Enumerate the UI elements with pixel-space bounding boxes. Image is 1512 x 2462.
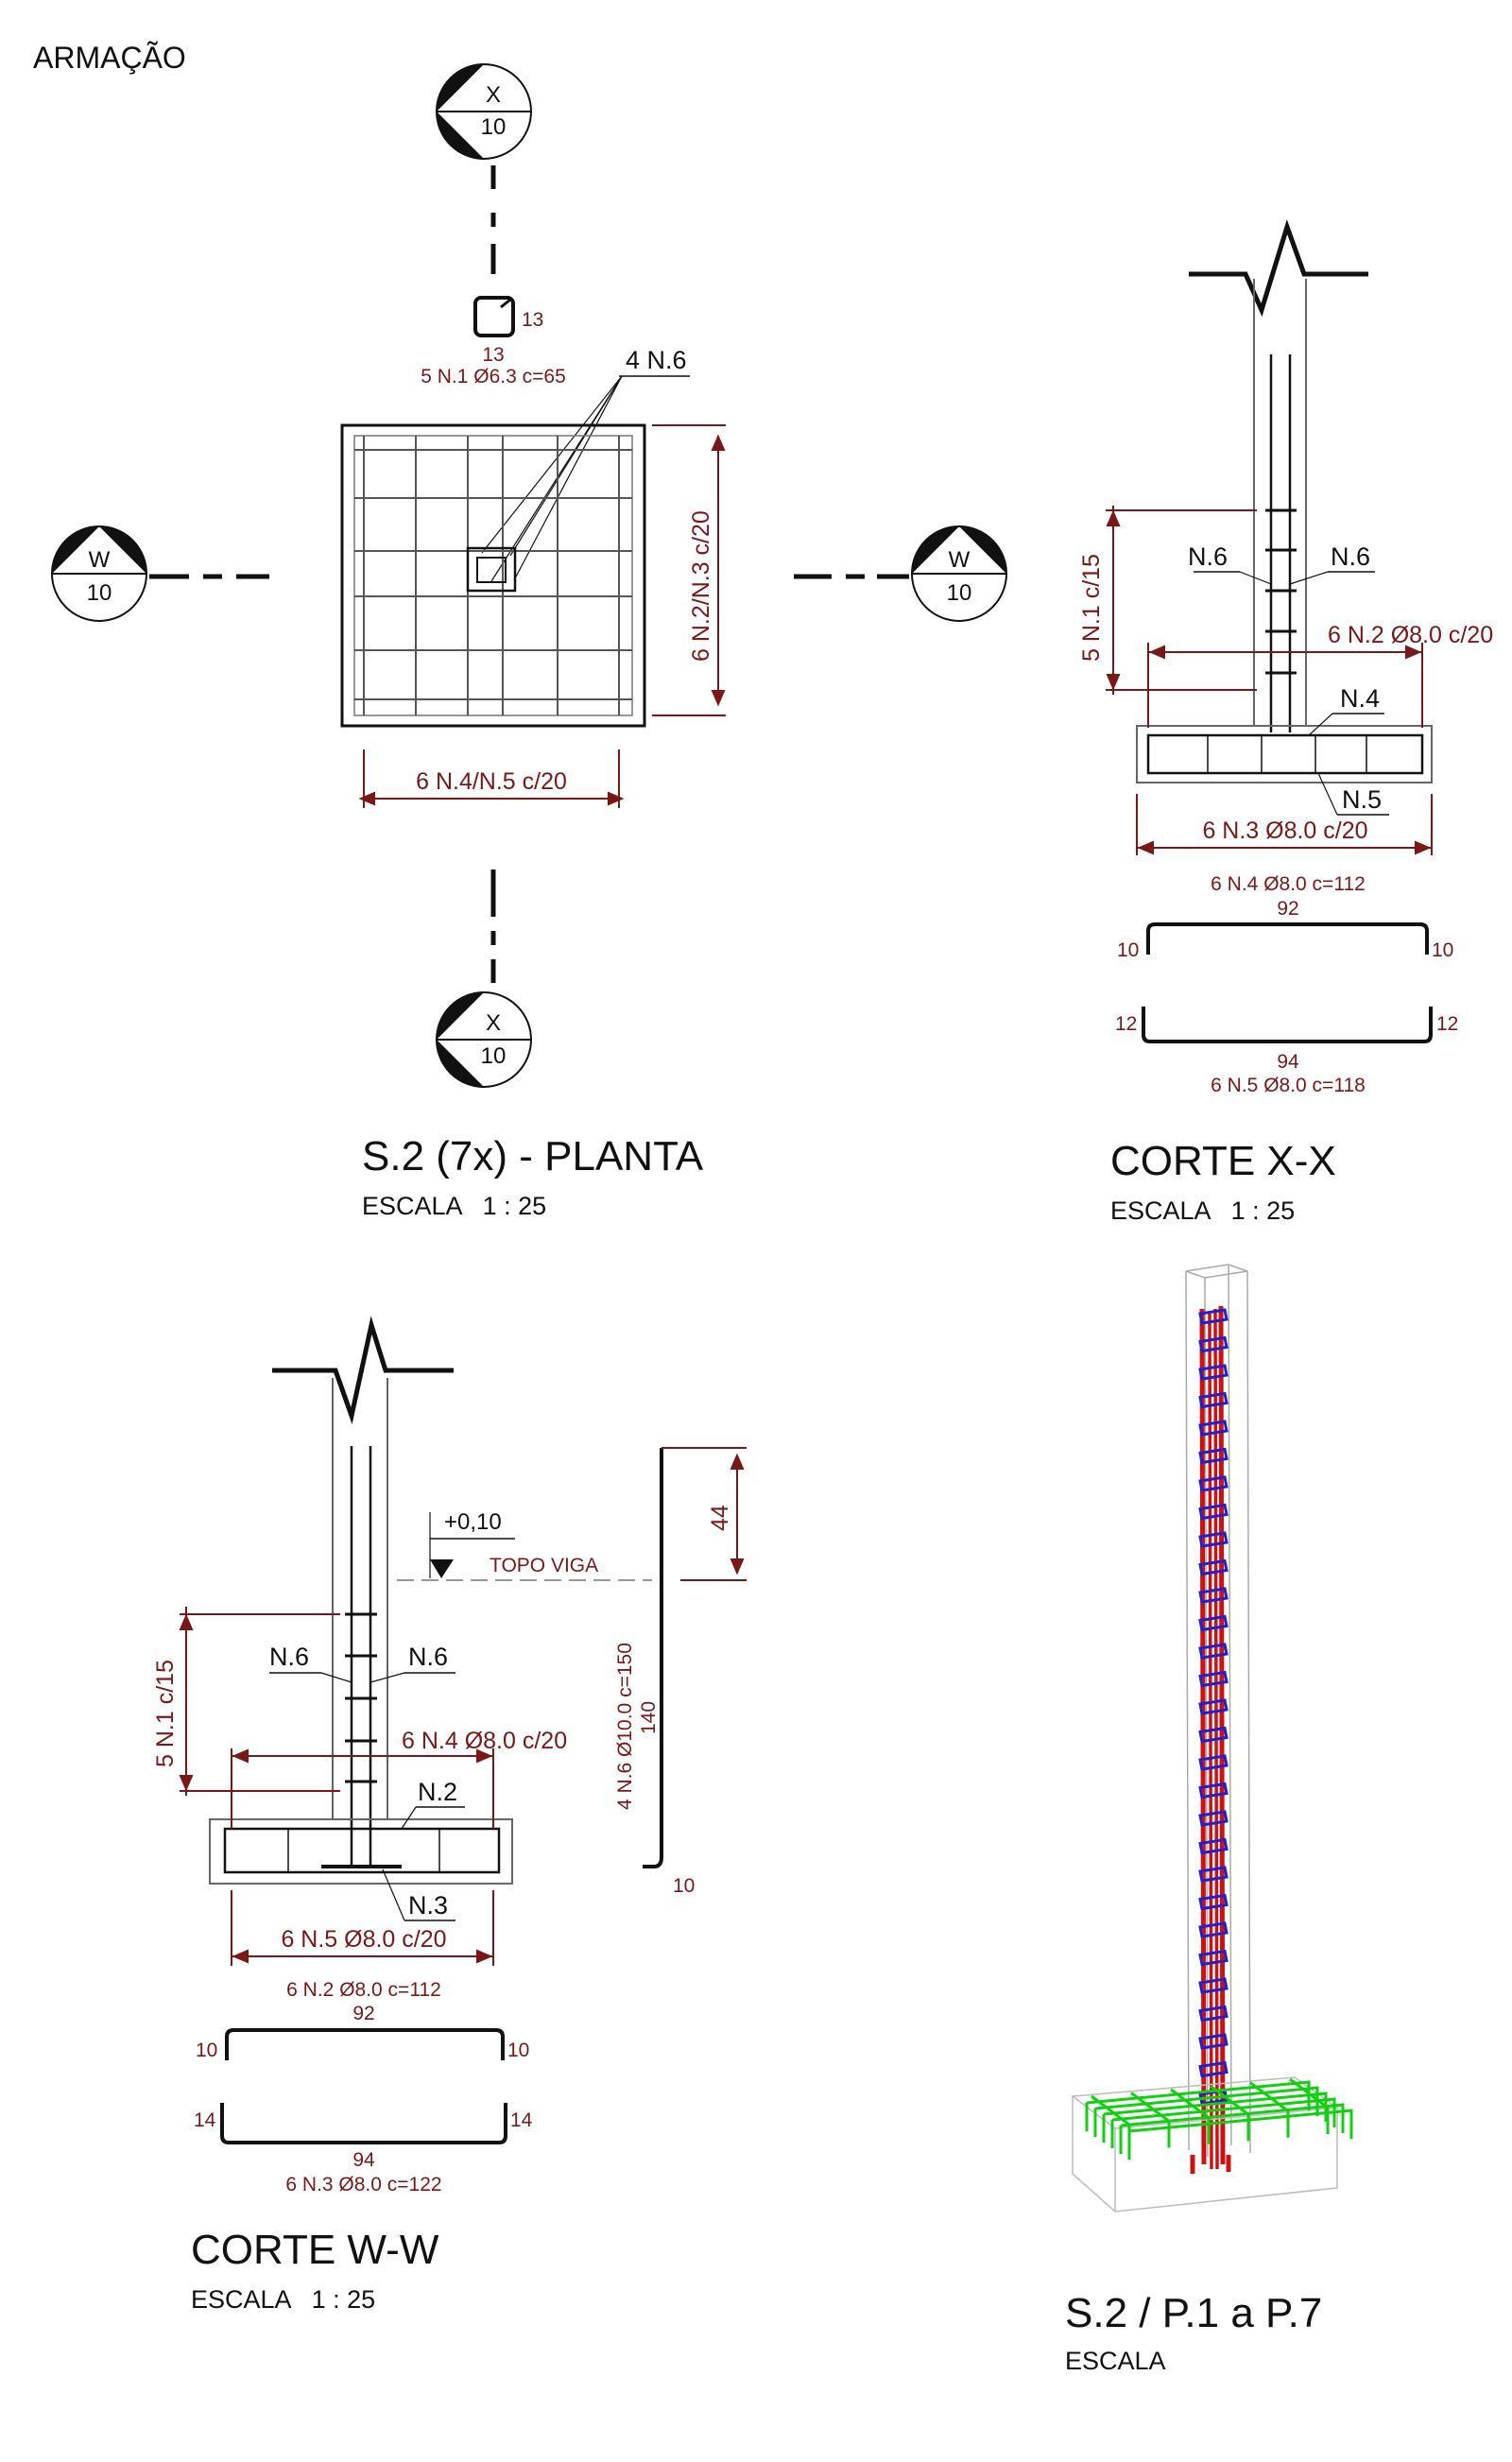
label-n6-right: N.6: [408, 1643, 449, 1671]
dim-bottom-bars: 6 N.5 Ø8.0 c/20: [281, 1926, 447, 1953]
bars-callout: 4 N.6: [626, 346, 687, 374]
planta-scale: ESCALA 1 : 25: [362, 1192, 547, 1220]
dim-stirrups: 5 N.1 c/15: [152, 1660, 179, 1767]
bar2-callout: 6 N.5 Ø8.0 c=118: [1211, 1075, 1366, 1096]
label-n4: N.4: [1340, 684, 1381, 713]
bar2-leg-left: 12: [1115, 1013, 1138, 1035]
section-letter: X: [485, 1010, 502, 1036]
section-sheet: 10: [480, 114, 507, 140]
bar1-length: 92: [352, 2003, 375, 2024]
bar2-leg-left: 14: [194, 2109, 216, 2131]
section-sheet: 10: [86, 580, 112, 606]
section-marker-x-top: [437, 64, 531, 159]
bar1-leg-left: 10: [196, 2040, 218, 2061]
stirrup-callout: 5 N.1 Ø6.3 c=65: [421, 366, 566, 387]
bar1-leg-right: 10: [1432, 939, 1454, 961]
label-n2: N.2: [418, 1778, 458, 1806]
corte-xx-title: CORTE X-X: [1110, 1138, 1336, 1184]
view3d-scale: ESCALA: [1065, 2347, 1166, 2375]
bar1-callout: 6 N.4 Ø8.0 c=112: [1211, 873, 1366, 895]
corte-ww-scale: ESCALA 1 : 25: [191, 2285, 376, 2314]
section-letter: W: [948, 547, 971, 573]
stirrup-side-2: 13: [482, 344, 505, 366]
bar1-leg-left: 10: [1117, 939, 1140, 961]
corte-xx-view: [1078, 227, 1493, 1225]
long-bar-dim: 44: [707, 1505, 733, 1531]
label-n6-left: N.6: [269, 1643, 310, 1671]
view3d-title: S.2 / P.1 a P.7: [1065, 2290, 1323, 2336]
long-bar-callout: 4 N.6 Ø10.0 c=150: [614, 1643, 636, 1810]
dim-right: 6 N.2/N.3 c/20: [688, 510, 714, 662]
label-n3: N.3: [408, 1891, 449, 1920]
section-letter: X: [485, 82, 502, 108]
bar2-callout: 6 N.3 Ø8.0 c=122: [285, 2174, 442, 2195]
section-letter: W: [88, 547, 111, 573]
dim-bottom-bars: 6 N.3 Ø8.0 c/20: [1202, 818, 1368, 844]
long-bar-hook: 10: [673, 1875, 696, 1897]
dim-top-bars: 6 N.4 Ø8.0 c/20: [402, 1728, 568, 1754]
bar1-leg-right: 10: [507, 2040, 530, 2061]
section-marker-w-right: [912, 526, 1006, 621]
corte-xx-scale: ESCALA 1 : 25: [1110, 1197, 1296, 1225]
bar1-callout: 6 N.2 Ø8.0 c=112: [286, 1979, 441, 2001]
planta-view: [52, 64, 1006, 1220]
bar2-leg-right: 14: [510, 2109, 533, 2131]
label-n6-left: N.6: [1188, 542, 1228, 571]
stirrup-sketch: [421, 298, 566, 387]
planta-title: S.2 (7x) - PLANTA: [362, 1133, 704, 1179]
bar2-leg-right: 12: [1436, 1013, 1459, 1035]
rebar-3d-view: [1065, 1265, 1351, 2375]
dim-stirrups: 5 N.1 c/15: [1078, 554, 1105, 662]
bar2-length: 94: [352, 2149, 375, 2171]
section-marker-x-bottom: [437, 992, 531, 1087]
dim-bottom: 6 N.4/N.5 c/20: [416, 768, 567, 795]
level-label: TOPO VIGA: [490, 1555, 599, 1576]
corte-ww-view: [152, 1325, 747, 2314]
section-marker-w-left: [52, 526, 146, 621]
long-bar-length: 140: [638, 1700, 660, 1734]
label-n5: N.5: [1342, 785, 1383, 814]
level-value: +0,10: [444, 1509, 502, 1535]
stirrup-side: 13: [522, 309, 544, 331]
footing-plan: [342, 425, 644, 726]
label-n6-right: N.6: [1331, 542, 1371, 571]
dim-top-bars: 6 N.2 Ø8.0 c/20: [1328, 622, 1494, 648]
corte-ww-title: CORTE W-W: [191, 2227, 439, 2273]
bar2-length: 94: [1277, 1051, 1299, 1073]
bar1-length: 92: [1277, 898, 1299, 920]
section-sheet: 10: [946, 580, 972, 606]
section-sheet: 10: [480, 1043, 507, 1069]
sheet-title: ARMAÇÃO: [33, 41, 186, 75]
